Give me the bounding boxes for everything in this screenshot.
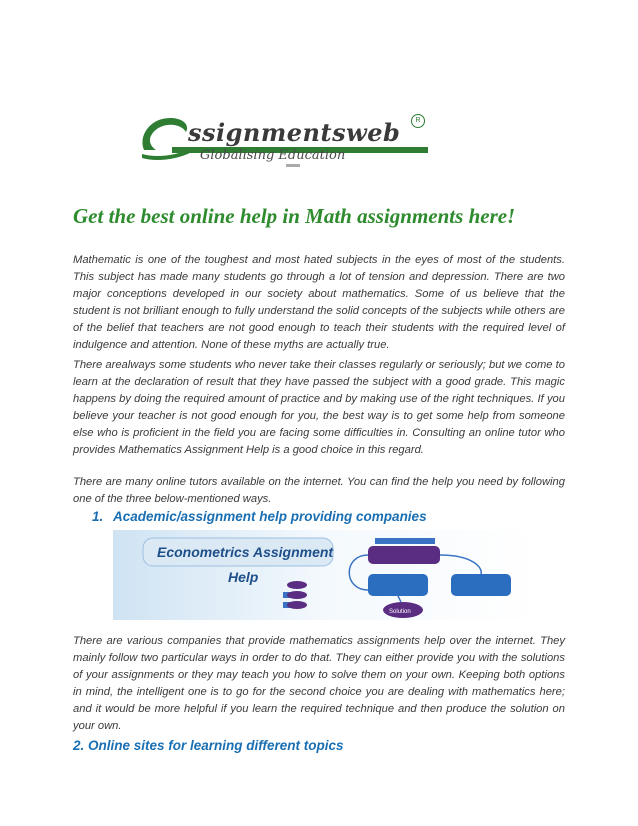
paragraph-intro: Mathematic is one of the toughest and most hated subjects in the eyes of most of the students. This subject has made many students go through a lot of tension and depression. There are two major conceptions developed in our society about mathematics. Some of us believe that the student is not brilliant enough to fully understand the solid concepts of the subjects while others are of the belief that teachers are not good enough to teach their students with the required level of indulgence and attention. None of these myths are actually true.	[73, 254, 565, 351]
registered-mark-icon: R	[411, 114, 425, 128]
logo	[136, 112, 428, 170]
logo-swoosh-icon	[136, 112, 196, 162]
logo-divider	[286, 164, 300, 167]
banner-subtitle: Help	[228, 569, 259, 585]
page-title: Get the best online help in Math assignments here!	[73, 204, 516, 228]
logo-tagline: Globalising Education	[200, 148, 346, 163]
section-heading-2: 2. Online sites for learning different topics	[73, 738, 344, 753]
banner-title: Econometrics Assignment	[157, 544, 334, 560]
paragraph-companies: There are various companies that provide mathematics assignments help over the internet. They mainly follow two particular ways in order to do that. They can either provide you with the solutions of your assignments or they may teach you how to solve them on your own. Keeping both options in mind, the intelligent one is to go for the second choice you are dealing with mathematics here; and it would be more helpful if you learn the required technique and then produce the solution on your own.	[73, 635, 565, 732]
logo-wordmark: ssignmentsweb	[188, 118, 401, 147]
paragraph-tutors: There are many online tutors available on the internet. You can find the help you need by following one of the three below-mentioned ways.	[73, 476, 565, 505]
paragraph-practice: There arealways some students who never take their classes regularly or seriously; but we come to learn at the declaration of result that they have passed the subject with a good grade. This magic happens by doing the required amount of practice and by making use of the right techniques. If you believe your teacher is not good enough for you, the best way is to get some help from someone else who is proficient in the field you are facing some difficulties in. Consulting an online tutor who provides Mathematics Assignment Help is a good choice in this regard.	[73, 359, 565, 456]
banner-solution-label: Solution	[389, 609, 411, 615]
section-heading-1: 1. Academic/assignment help providing companies	[92, 509, 427, 524]
econometrics-banner-image	[113, 530, 538, 620]
